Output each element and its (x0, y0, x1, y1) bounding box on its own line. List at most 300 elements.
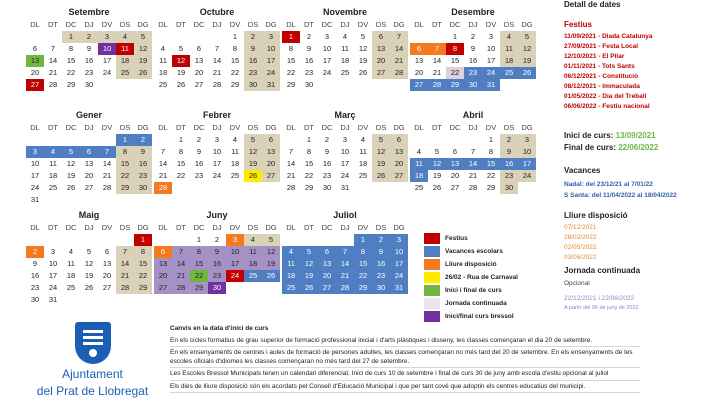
day-cell: 29 (230, 80, 240, 89)
day-cell: 25 (358, 171, 368, 180)
day-cell: 3 (50, 247, 56, 256)
day-cell: 26 (66, 183, 76, 192)
day-cell: 6 (372, 31, 390, 43)
day-cell: 4 (232, 135, 238, 144)
day-header: DJ (84, 123, 94, 132)
note-paragraph: Les Escoles Bressol Municipals tenen un calendari diferenciat. Inici de curs 10 de setembre i final de curs 30 de juny amb escola d'estiu opcional al juliol (170, 370, 640, 381)
day-cell: 15 (66, 56, 76, 65)
day-cell: 9 (32, 259, 38, 268)
day-cell: 6 (32, 44, 38, 53)
day-header: DS (503, 20, 515, 29)
day-cell: 24 (482, 67, 500, 79)
day-cell: 17 (518, 158, 536, 170)
day-cell: 12 (244, 146, 262, 158)
day-header: DS (119, 123, 131, 132)
festiu-item: 12/10/2021 - El Pilar (564, 53, 625, 60)
day-cell: 19 (518, 55, 536, 67)
day-cell: 1 (62, 31, 80, 43)
day-cell: 29 (66, 80, 76, 89)
day-cell: 16 (304, 56, 314, 65)
month-name: Maig (78, 210, 100, 220)
day-header: DJ (468, 123, 478, 132)
legend-label: Lliure disposició (445, 260, 497, 268)
day-cell: 27 (410, 79, 428, 91)
day-cell: 29 (486, 183, 496, 192)
day-cell: 24 (102, 68, 112, 77)
note-paragraph: En els cicles formatius de grau superior de formació professional inicial i d'arts plàstiques i disseny, les classes començaran el dia 20 de setembre. (170, 337, 640, 348)
day-header: DT (304, 20, 314, 29)
day-cell: 11 (341, 44, 349, 53)
day-cell: 26 (432, 183, 442, 192)
day-cell: 21 (172, 270, 190, 282)
day-cell: 13 (372, 43, 390, 55)
day-cell: 4 (282, 246, 300, 258)
day-cell: 4 (416, 147, 422, 156)
day-cell: 24 (390, 270, 408, 282)
empty-cell (318, 234, 336, 246)
day-cell: 5 (360, 32, 366, 41)
month-desembre (410, 6, 536, 91)
day-cell: 6 (104, 247, 110, 256)
day-cell: 5 (300, 246, 318, 258)
day-header: DG (521, 20, 533, 29)
day-cell: 31 (30, 195, 40, 204)
day-cell: 25 (340, 68, 350, 77)
day-cell: 24 (518, 170, 536, 182)
day-cell: 20 (84, 171, 94, 180)
day-cell: 29 (354, 282, 372, 294)
day-cell: 1 (134, 234, 152, 246)
day-header: DJ (340, 123, 350, 132)
day-cell: 30 (464, 79, 482, 91)
month-grid (154, 122, 280, 194)
day-cell: 30 (208, 282, 226, 294)
day-cell: 21 (432, 68, 442, 77)
day-cell: 3 (26, 146, 44, 158)
day-cell: 17 (262, 55, 280, 67)
day-cell: 8 (116, 146, 134, 158)
empty-cell (446, 134, 464, 146)
day-cell: 7 (116, 246, 134, 258)
day-cell: 24 (30, 183, 40, 192)
day-cell: 11 (359, 147, 367, 156)
day-header: DT (176, 123, 186, 132)
day-cell: 6 (196, 44, 202, 53)
day-cell: 22 (486, 171, 496, 180)
day-cell: 17 (390, 258, 408, 270)
day-header: DS (247, 20, 259, 29)
day-cell: 17 (322, 56, 332, 65)
day-header: DJ (84, 20, 94, 29)
day-cell: 20 (30, 68, 40, 77)
day-cell: 2 (26, 246, 44, 258)
legend-swatch (424, 298, 440, 309)
day-header: DJ (212, 123, 222, 132)
day-cell: 2 (372, 234, 390, 246)
day-cell: 9 (86, 44, 92, 53)
legend-label: Jornada continuada (445, 299, 507, 307)
day-cell: 16 (84, 56, 94, 65)
day-cell: 9 (306, 44, 312, 53)
month-juliol (282, 209, 408, 294)
day-header: DV (357, 223, 369, 232)
day-cell: 16 (468, 56, 478, 65)
day-header: DG (265, 123, 277, 132)
day-cell: 27 (194, 80, 204, 89)
day-cell: 5 (86, 247, 92, 256)
month-grid (282, 222, 408, 294)
day-cell: 9 (196, 147, 202, 156)
day-cell: 4 (44, 146, 62, 158)
month-name: Octubre (199, 7, 235, 17)
day-cell: 23 (500, 170, 518, 182)
legend-item (424, 245, 542, 257)
day-cell: 19 (432, 171, 442, 180)
day-cell: 17 (226, 258, 244, 270)
day-cell: 3 (342, 135, 348, 144)
day-cell: 23 (244, 67, 262, 79)
day-cell: 21 (48, 68, 58, 77)
day-cell: 1 (282, 31, 300, 43)
day-cell: 14 (116, 258, 134, 270)
empty-cell (282, 134, 300, 146)
day-cell: 11 (49, 159, 57, 168)
day-cell: 6 (410, 43, 428, 55)
day-cell: 23 (372, 270, 390, 282)
day-cell: 30 (134, 182, 152, 194)
day-cell: 10 (48, 259, 58, 268)
day-cell: 16 (194, 159, 204, 168)
day-cell: 17 (102, 56, 112, 65)
day-cell: 10 (340, 147, 350, 156)
day-cell: 1 (116, 134, 134, 146)
day-cell: 16 (244, 55, 262, 67)
day-cell: 19 (84, 271, 94, 280)
festius-list (564, 32, 653, 112)
day-cell: 18 (158, 68, 168, 77)
day-cell: 19 (66, 171, 76, 180)
day-cell: 28 (116, 282, 134, 294)
day-header: DV (229, 223, 241, 232)
day-cell: 14 (158, 159, 168, 168)
day-header: DV (101, 223, 113, 232)
empty-cell (464, 134, 482, 146)
day-cell: 11 (500, 43, 518, 55)
day-header: DJ (84, 223, 94, 232)
day-cell: 2 (80, 31, 98, 43)
day-cell: 1 (196, 235, 202, 244)
month-grid (282, 122, 408, 194)
day-header: DT (48, 123, 58, 132)
day-header: DC (65, 20, 77, 29)
day-cell: 25 (500, 67, 518, 79)
jornada-opcional: Opcional (564, 280, 590, 287)
day-header: DC (449, 123, 461, 132)
empty-cell (44, 134, 62, 146)
day-cell: 29 (190, 282, 208, 294)
day-header: DG (521, 123, 533, 132)
day-cell: 1 (232, 32, 238, 41)
month-name: Març (334, 110, 356, 120)
day-cell: 18 (358, 159, 368, 168)
month-grid (282, 19, 408, 91)
day-header: DS (375, 123, 387, 132)
day-cell: 28 (212, 80, 222, 89)
day-cell: 13 (102, 259, 112, 268)
day-cell: 8 (306, 147, 312, 156)
legend-item (424, 271, 542, 283)
day-cell: 15 (190, 258, 208, 270)
day-cell: 11 (231, 147, 239, 156)
day-cell: 4 (68, 247, 74, 256)
day-cell: 11 (282, 258, 300, 270)
empty-cell (410, 31, 428, 43)
day-cell: 19 (358, 56, 368, 65)
day-cell: 14 (48, 56, 58, 65)
day-cell: 18 (230, 159, 240, 168)
day-cell: 30 (322, 183, 332, 192)
day-cell: 19 (300, 270, 318, 282)
month-novembre (282, 6, 408, 91)
day-cell: 5 (244, 134, 262, 146)
day-cell: 19 (176, 68, 186, 77)
day-header: DS (375, 20, 387, 29)
day-cell: 20 (262, 158, 280, 170)
day-cell: 10 (322, 44, 332, 53)
festiu-item: 11/09/2021 - Diada Catalunya (564, 33, 653, 40)
day-cell: 17 (486, 56, 496, 65)
day-cell: 19 (244, 158, 262, 170)
day-cell: 20 (390, 158, 408, 170)
month-grid (26, 19, 152, 91)
day-cell: 3 (98, 31, 116, 43)
day-cell: 9 (372, 246, 390, 258)
day-cell: 22 (66, 68, 76, 77)
empty-cell (428, 31, 446, 43)
day-header: DV (229, 20, 241, 29)
day-cell: 12 (428, 158, 446, 170)
empty-cell (26, 31, 44, 43)
day-cell: 8 (488, 147, 494, 156)
day-cell: 10 (226, 246, 244, 258)
day-header: DC (65, 123, 77, 132)
empty-cell (26, 134, 44, 146)
empty-cell (26, 234, 44, 246)
day-cell: 24 (340, 171, 350, 180)
legend-item (424, 310, 542, 322)
day-cell: 16 (322, 159, 332, 168)
inici-curs-label: Inici de curs: (564, 131, 616, 140)
day-header: DT (304, 123, 314, 132)
festiu-item: 08/12/2021 - Immaculada (564, 83, 640, 90)
day-cell: 10 (98, 43, 116, 55)
day-cell: 9 (470, 44, 476, 53)
month-name: Febrer (202, 110, 231, 120)
day-cell: 25 (66, 283, 76, 292)
day-header: DJ (340, 20, 350, 29)
day-header: DJ (212, 20, 222, 29)
day-cell: 23 (322, 171, 332, 180)
day-cell: 2 (306, 32, 312, 41)
day-cell: 28 (154, 182, 172, 194)
day-cell: 10 (262, 43, 280, 55)
day-cell: 8 (446, 43, 464, 55)
day-header: DL (286, 20, 296, 29)
legend-label: Festius (445, 234, 468, 242)
final-curs-date: 22/06/2022 (618, 143, 659, 152)
day-header: DS (119, 20, 131, 29)
day-cell: 14 (390, 43, 408, 55)
day-header: DT (432, 20, 442, 29)
day-cell: 10 (390, 246, 408, 258)
day-cell: 27 (390, 170, 408, 182)
day-cell: 22 (116, 170, 134, 182)
legend-label: Vacances escolars (445, 247, 503, 255)
day-cell: 28 (102, 183, 112, 192)
day-cell: 14 (212, 56, 222, 65)
day-cell: 14 (102, 159, 112, 168)
day-cell: 7 (428, 43, 446, 55)
day-header: DL (30, 223, 40, 232)
day-cell: 26 (300, 282, 318, 294)
day-cell: 2 (500, 134, 518, 146)
day-cell: 10 (518, 146, 536, 158)
day-cell: 3 (324, 32, 330, 41)
day-cell: 18 (410, 170, 428, 182)
legend-label: 26/02 - Rua de Carnaval (445, 273, 518, 281)
day-cell: 22 (286, 68, 296, 77)
day-cell: 7 (172, 246, 190, 258)
day-cell: 30 (372, 282, 390, 294)
day-header: DT (176, 20, 186, 29)
lliure-item: 28/02/2022 (564, 234, 597, 241)
month-octubre (154, 6, 280, 91)
day-cell: 7 (160, 147, 166, 156)
day-header: DC (193, 223, 205, 232)
day-header: DV (101, 123, 113, 132)
day-cell: 23 (84, 68, 94, 77)
empty-cell (98, 134, 116, 146)
note-paragraph: Els dies de lliure disposició són els acordats pel Consell d'Educació Municipal i que per tant cové que adoptin els centres educatius del municipi. (170, 383, 640, 394)
day-header: DG (265, 20, 277, 29)
day-cell: 15 (176, 159, 186, 168)
month-name: Juliol (333, 210, 357, 220)
notes-title: Canvis en la data d'inici de curs (170, 325, 269, 332)
day-cell: 17 (212, 159, 222, 168)
day-cell: 6 (390, 134, 408, 146)
detail-title: Detall de dates (564, 0, 621, 9)
day-cell: 31 (482, 79, 500, 91)
day-cell: 14 (432, 56, 442, 65)
day-header: DL (158, 20, 168, 29)
day-cell: 6 (262, 134, 280, 146)
month-maig (26, 209, 152, 306)
lliure-item: 07/12/2021 (564, 224, 597, 231)
day-header: DC (321, 223, 333, 232)
final-curs (564, 143, 658, 152)
day-cell: 20 (154, 270, 172, 282)
logo-line2: del Prat de Llobregat (36, 384, 149, 398)
day-cell: 29 (116, 182, 134, 194)
day-cell: 1 (354, 234, 372, 246)
day-cell: 4 (244, 234, 262, 246)
day-cell: 10 (30, 159, 40, 168)
festius-title: Festius (564, 20, 593, 29)
empty-cell (80, 234, 98, 246)
day-cell: 16 (500, 158, 518, 170)
empty-cell (172, 234, 190, 246)
day-cell: 21 (390, 55, 408, 67)
notes (170, 325, 640, 395)
day-cell: 6 (452, 147, 458, 156)
day-header: DC (321, 123, 333, 132)
festiu-item: 01/11/2021 - Tots Sants (564, 63, 635, 70)
day-cell: 12 (300, 258, 318, 270)
day-cell: 12 (262, 246, 280, 258)
day-cell: 8 (354, 246, 372, 258)
day-header: DL (414, 123, 424, 132)
day-cell: 7 (214, 44, 220, 53)
day-cell: 28 (390, 67, 408, 79)
day-cell: 22 (354, 270, 372, 282)
day-header: DG (393, 20, 405, 29)
day-cell: 12 (358, 44, 368, 53)
day-cell: 15 (230, 56, 240, 65)
day-cell: 4 (116, 31, 134, 43)
day-header: DJ (468, 20, 478, 29)
day-cell: 30 (30, 295, 40, 304)
day-cell: 28 (428, 79, 446, 91)
day-cell: 10 (486, 44, 496, 53)
day-cell: 18 (116, 55, 134, 67)
day-cell: 21 (158, 171, 168, 180)
day-cell: 21 (212, 68, 222, 77)
day-cell: 15 (116, 158, 134, 170)
day-header: DL (30, 123, 40, 132)
day-cell: 16 (134, 158, 152, 170)
day-header: DV (485, 123, 497, 132)
day-cell: 7 (336, 246, 354, 258)
day-cell: 24 (226, 270, 244, 282)
month-name: Setembre (68, 7, 110, 17)
month-name: Gener (75, 110, 102, 120)
day-cell: 28 (468, 183, 478, 192)
day-cell: 22 (134, 270, 152, 282)
vacances-nadal: Nadal: del 23/12/21 al 7/01/22 (564, 181, 653, 188)
day-cell: 1 (452, 32, 458, 41)
day-cell: 15 (134, 258, 152, 270)
day-cell: 29 (446, 79, 464, 91)
day-cell: 27 (154, 282, 172, 294)
legend-item (424, 258, 542, 270)
vacances-title: Vacances (564, 166, 601, 175)
day-header: DG (137, 123, 149, 132)
day-cell: 24 (322, 68, 332, 77)
jornada-title: Jornada continuada (564, 266, 641, 275)
month-març (282, 109, 408, 194)
empty-cell (80, 134, 98, 146)
day-cell: 3 (226, 234, 244, 246)
day-cell: 25 (282, 282, 300, 294)
day-cell: 17 (340, 159, 350, 168)
day-cell: 13 (390, 146, 408, 158)
day-cell: 27 (26, 79, 44, 91)
day-cell: 12 (134, 43, 152, 55)
day-cell: 28 (48, 80, 58, 89)
empty-cell (154, 234, 172, 246)
shield-icon (75, 322, 111, 364)
day-cell: 9 (500, 146, 518, 158)
